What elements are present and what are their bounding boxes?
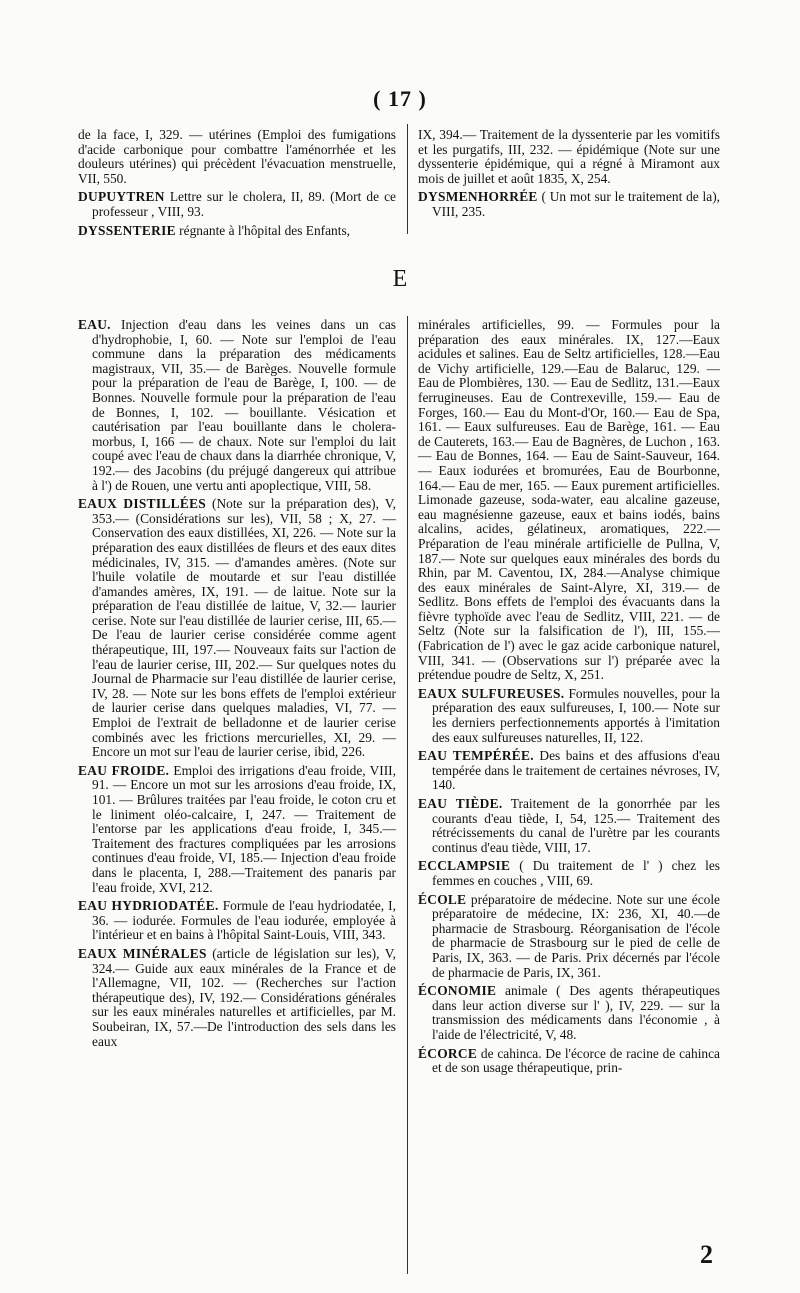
index-entry — [418, 749, 720, 793]
column-top-left — [78, 128, 396, 242]
entry-keyword: EAU FROIDE. — [78, 762, 170, 778]
entry-keyword: EAUX DISTILLÉES — [78, 496, 207, 512]
entry-text: Formules nouvelles, pour la préparation des eaux sulfureuses, I, 100.— Note sur les derniers perfectionnements apportés à l'imitation des eaux sulfureuses naturelles, II, 122. — [432, 685, 721, 745]
column-top-right — [418, 128, 720, 224]
index-entry-continuation — [418, 318, 720, 683]
entry-text: Lettre sur le cholera, II, 89. (Mort de ce professeur , VIII, 93. — [92, 189, 396, 219]
entry-keyword: EAUX MINÉRALES — [78, 945, 207, 961]
index-entry — [78, 947, 396, 1049]
column-bottom-left — [78, 318, 396, 1053]
index-entry-continuation — [418, 128, 720, 186]
entry-keyword: DUPUYTREN — [78, 189, 165, 205]
index-entry — [78, 190, 396, 219]
index-entry — [418, 190, 720, 219]
index-entry — [418, 984, 720, 1042]
entry-text: Injection d'eau dans les veines dans un cas d'hydrophobie, I, 60. — Note sur l'emploi de l'eau commune dans la préparation des médicaments magistraux, VII, 35.— de Barèges. Nouvelle formule pour la préparation de l'eau de Barège, I, 100. — de Bonnes. Nouvelle formule pour la préparation de l'eau de Bonnes, I, 102. — bouillante. Vésication et cautérisation par l'eau bouillante dans le cholera-morbus, I, 166 — de chaux. Note sur l'emploi du lait coupé avec l'eau de chaux dans la diarrhée chronique, V, 192.— des Jacobins (du préjugé dangereux qui attribue à l') de Rouen, une vertu anti apoplectique, VIII, 58. — [92, 317, 396, 493]
index-entry — [78, 899, 396, 943]
entry-keyword: DYSMENHORRÉE — [418, 189, 538, 205]
entry-text: Formule de l'eau hydriodatée, I, 36. — iodurée. Formules de l'eau iodurée, employée à l'intérieur et en bains à l'hôpital Saint-Louis, VIII, 343. — [92, 898, 396, 943]
index-entry — [78, 497, 396, 760]
entry-keyword: ÉCORCE — [418, 1045, 478, 1061]
entry-text: ( Un mot sur le traitement de la), VIII, 235. — [432, 189, 720, 219]
entry-text: de cahinca. De l'écorce de racine de cahinca et de son usage thérapeutique, prin- — [432, 1045, 720, 1076]
entry-text: animale ( Des agents thérapeutiques dans leur action diverse sur l' ), IV, 229. — sur la transmission des médicaments dans l'économie , à l'aide de l'électricité, V, 48. — [432, 983, 720, 1042]
entry-text: IX, 394.— Traitement de la dyssenterie par les vomitifs et les purgatifs, III, 232. — épidémique (Note sur une dyssenterie épidémique, qui a régné à Miramont aux mois de juillet et août 1835, X, 254. — [418, 127, 720, 186]
entry-text: minérales artificielles, 99. — Formules pour la préparation des eaux minérales. IX, 127.—Eaux acidules et salines. Eau de Seltz artificielles, 128.—Eau de Vichy artificielle, 129.—Eau de Balaruc, 129. — Eau de Plombières, 130. — Eau de Sedlitz, 131.—Eaux ferrugineuses. Eau de Contrexeville, 159.— Eau de Forges, 160.— Eau du Mont-d'Or, 160.— Eau de Spa, 161. — Eaux sulfureuses. Eau de Barège, 161. — Eau de Cauterets, 163.— Eau de Bagnères, de Luchon , 163.— Eau de Bonnes, 164. — Eau de Saint-Sauveur, 164. — Eaux iodurées et bromurées, Eau de Bourbonne, 164.— Eau de mer, 165. — Eaux purement artificielles. Limonade gazeuse, soda-water, eau alcaline gazeuse, eau magnésienne gazeuse, eaux et bains iodés, bains alcalins, acides, gélatineux, aromatiques, 222.— Préparation de l'eau minérale artificielle de Pullna, V, 187.— Note sur quelques eaux minérales des bords du Rhin, par M. Caventou, IX, 284.—Analyse chimique des eaux minérales de Saint-Alyre, XI, 319.— de Sedlitz. Bons effets de l'emploi des évacuants dans la fièvre typhoïde avec l'eau de Sedlitz, VIII, 221. — de Seltz (Note sur la falsification de l'), III, 155.—(Fabrication de l') avec le gaz acide carbonique naturel, VIII, 341. — (Observations sur l') préparée avec la prétendue poudre de Seltz, X, 251. — [418, 317, 720, 683]
entry-text: ( Du traitement de l' ) chez les femmes en couches , VIII, 69. — [432, 858, 720, 888]
entry-keyword: EAUX SULFUREUSES. — [418, 685, 565, 701]
signature-mark: 2 — [700, 1240, 713, 1269]
index-entry — [418, 797, 720, 855]
entry-keyword: ÉCOLE — [418, 891, 467, 907]
column-bottom-right — [418, 318, 720, 1080]
entry-keyword: EAU TIÈDE. — [418, 796, 503, 811]
entry-text: Des bains et des affusions d'eau tempérée dans le traitement de certaines névroses, IV, 140. — [432, 748, 720, 793]
page-number: ( 17 ) — [373, 86, 427, 111]
index-entry — [418, 1047, 720, 1076]
entry-text: (article de législation sur les), V, 324.— Guide aux eaux minérales de la France et de l'Allemagne, VII, 102. — (Recherches sur l'action thérapeutique des), IV, 192.— Considérations générales sur les eaux minérales naturelles et artificielles, par M. Soubeiran, IX, 57.—De l'introduction des sels dans les eaux — [92, 945, 396, 1049]
index-entry — [418, 859, 720, 888]
index-entry — [78, 224, 396, 239]
entry-text: préparatoire de médecine. Note sur une école préparatoire de médecine, IX: 236, XI, 40.—de pharmacie de Strasbourg. Réorganisation de l'école de pharmacie de Strasbourg sur le pied de celle de Paris, IX, 363. — de Paris. Prix décernés par l'école de pharmacie de Paris, IX, 361. — [432, 891, 720, 980]
entry-keyword: EAU TEMPÉRÉE. — [418, 748, 534, 764]
entry-keyword: DYSSENTERIE — [78, 222, 176, 238]
index-entry — [418, 893, 720, 981]
entry-keyword: EAU. — [78, 317, 111, 332]
index-entry — [78, 764, 396, 895]
entry-keyword: EAU HYDRIODATÉE. — [78, 898, 219, 914]
entry-text: régnante à l'hôpital des Enfants, — [175, 222, 351, 238]
entry-text: (Note sur la préparation des), V, 353.— (Considérations sur les), VII, 58 ; X, 27. — Conservation des eaux distillées, XI, 226. — Note sur la préparation des eaux distillées de fleurs et des eaux dites médicinales, IV, 315. — d'amandes amères. (Note sur l'huile volatile de moutarde et sur l'eau distillée d'amandes amères, IX, 191. — de laitue. Note sur la préparation de l'eau distillée de laitue, V, 32.— laurier cerise. Note sur l'eau distillée de laurier cerise, III, 65.— De l'eau de laurier cerise considérée comme agent thérapeutique, III, 197.— Nouveaux faits sur l'action de l'eau de laurier cerise, III, 202.— Sur quelques notes du Journal de Pharmacie sur l'eau distillée de laurier cerise, IV, 28. — Note sur les bons effets de l'emploi extérieur de laurier cerise dans quelques maladies, VI, 77. —Emploi de l'extrait de belladonne et de laurier cerise combinés avec les frictions mercurielles, XI, 29. — Encore un mot sur l'eau de laurier cerise, ibid, 226. — [92, 496, 396, 760]
entry-keyword: ECCLAMPSIE — [418, 858, 511, 874]
index-entry — [418, 687, 720, 745]
index-entry-continuation — [78, 128, 396, 186]
entry-text: Traitement de la gonorrhée par les courants d'eau tiède, I, 54, 125.— Traitement des rétrécissements du canal de l'urètre par les courants continus d'eau tiède, VIII, 17. — [432, 796, 721, 855]
entry-keyword: ÉCONOMIE — [418, 983, 497, 999]
rule-top — [407, 124, 408, 234]
rule-bottom — [407, 316, 408, 1274]
entry-text: Emploi des irrigations d'eau froide, VIII, 91. — Encore un mot sur les arrosions d'eau froide, IX, 101. — Brûlures traitées par l'eau froide, le coton cru et le liniment oléo-calcaire, I, 247. — Traitement de l'entorse par les applications d'eau froide, I, 345.— Traitement des fractures compliquées par les arrosions continues d'eau froide, VI, 185.— Injection d'eau froide dans le placenta, I, 288.—Traitement des panaris par l'eau froide, XVI, 212. — [92, 762, 396, 895]
index-entry — [78, 318, 396, 493]
entry-text: de la face, I, 329. — utérines (Emploi des fumigations d'acide carbonique pour combattre l'aménorrhée et les douleurs utérines) qui précèdent l'évacuation menstruelle, VII, 550. — [78, 127, 396, 186]
section-letter: E — [392, 266, 408, 292]
